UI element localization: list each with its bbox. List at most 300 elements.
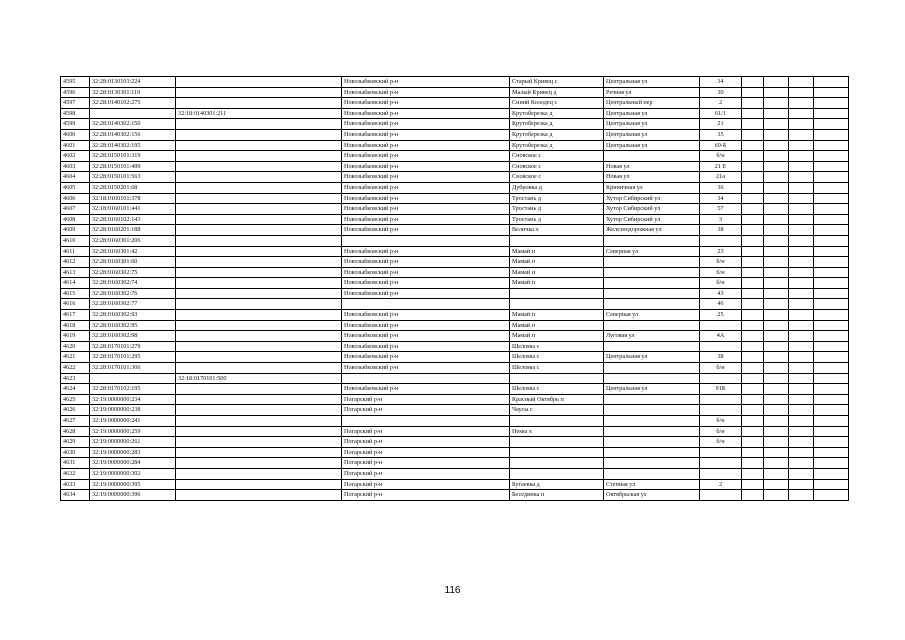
district-cell: Новозыбковский р-н (342, 267, 510, 278)
district-cell: Погарский р-н (342, 405, 510, 416)
empty-cell (789, 416, 814, 427)
cadastral-number-cell: 32:19:0000000:241 (90, 416, 176, 427)
district-cell: Погарский р-н (342, 468, 510, 479)
empty-cell (742, 235, 764, 246)
street-cell: Центральный пер (604, 98, 700, 109)
cadastral-number-alt-cell (176, 490, 342, 501)
row-number-cell: 4623 (61, 373, 90, 384)
table-row (61, 257, 849, 268)
row-number-cell: 4613 (61, 267, 90, 278)
house-number-cell: 69-Б (700, 140, 742, 151)
street-cell (604, 267, 700, 278)
settlement-cell (510, 235, 604, 246)
settlement-cell: Красный Октябрь п (510, 394, 604, 405)
empty-cell (764, 373, 789, 384)
table-row (61, 151, 849, 162)
empty-cell (742, 363, 764, 374)
table-row (61, 310, 849, 321)
settlement-cell (510, 437, 604, 448)
cadastral-number-alt-cell (176, 98, 342, 109)
empty-cell (789, 490, 814, 501)
table-row (61, 416, 849, 427)
empty-cell (814, 416, 849, 427)
empty-cell (764, 172, 789, 183)
cadastral-number-alt-cell (176, 341, 342, 352)
settlement-cell: Старый Кривец с (510, 77, 604, 88)
house-number-cell (700, 405, 742, 416)
empty-cell (789, 288, 814, 299)
cadastral-number-alt-cell (176, 458, 342, 469)
cadastral-number-cell: 32:28:0150101:319 (90, 151, 176, 162)
settlement-cell: Мамай п (510, 267, 604, 278)
house-number-cell: 4А (700, 331, 742, 342)
house-number-cell: 38 (700, 352, 742, 363)
district-cell: Новозыбковский р-н (342, 288, 510, 299)
empty-cell (742, 447, 764, 458)
street-cell: Центральная ул (604, 108, 700, 119)
house-number-cell: 34 (700, 77, 742, 88)
street-cell: Центральная ул (604, 77, 700, 88)
empty-cell (742, 246, 764, 257)
cadastral-number-alt-cell (176, 331, 342, 342)
settlement-cell: Мамай п (510, 320, 604, 331)
cadastral-number-cell: 32:28:0160302:75 (90, 267, 176, 278)
house-number-cell: 91Б (700, 384, 742, 395)
empty-cell (814, 394, 849, 405)
district-cell: Новозыбковский р-н (342, 278, 510, 289)
empty-cell (742, 214, 764, 225)
empty-cell (814, 405, 849, 416)
empty-cell (789, 352, 814, 363)
table-row (61, 246, 849, 257)
row-number-cell: 4622 (61, 363, 90, 374)
empty-cell (742, 182, 764, 193)
table-row (61, 373, 849, 384)
table-row (61, 341, 849, 352)
table-row (61, 119, 849, 130)
house-number-cell: 21а (700, 172, 742, 183)
settlement-cell (510, 458, 604, 469)
cadastral-number-alt-cell (176, 161, 342, 172)
row-number-cell: 4616 (61, 299, 90, 310)
street-cell (604, 468, 700, 479)
street-cell (604, 278, 700, 289)
district-cell: Новозыбковский р-н (342, 172, 510, 183)
empty-cell (789, 193, 814, 204)
row-number-cell: 4612 (61, 257, 90, 268)
empty-cell (789, 363, 814, 374)
empty-cell (764, 363, 789, 374)
empty-cell (764, 193, 789, 204)
empty-cell (789, 246, 814, 257)
street-cell: Луговая ул (604, 331, 700, 342)
house-number-cell: б/н (700, 257, 742, 268)
empty-cell (789, 331, 814, 342)
empty-cell (789, 119, 814, 130)
table-row (61, 267, 849, 278)
empty-cell (814, 77, 849, 88)
cadastral-number-cell: 32:28:0160302:93 (90, 310, 176, 321)
empty-cell (814, 426, 849, 437)
cadastral-number-cell: 32:28:0170101:306 (90, 363, 176, 374)
empty-cell (789, 405, 814, 416)
empty-cell (764, 331, 789, 342)
settlement-cell: Тростань д (510, 214, 604, 225)
empty-cell (814, 246, 849, 257)
empty-cell (814, 437, 849, 448)
empty-cell (764, 468, 789, 479)
district-cell: Новозыбковский р-н (342, 384, 510, 395)
empty-cell (764, 87, 789, 98)
house-number-cell (700, 341, 742, 352)
cadastral-number-cell: 32:19:0000000:302 (90, 468, 176, 479)
settlement-cell (510, 416, 604, 427)
house-number-cell: 21 Е (700, 161, 742, 172)
cadastral-number-alt-cell (176, 225, 342, 236)
house-number-cell (700, 320, 742, 331)
empty-cell (764, 405, 789, 416)
cadastral-number-alt-cell (176, 310, 342, 321)
street-cell: Новая ул (604, 161, 700, 172)
district-cell: Новозыбковский р-н (342, 363, 510, 374)
street-cell: Хутор Сибирский ул (604, 204, 700, 215)
house-number-cell: б/н (700, 426, 742, 437)
house-number-cell (700, 373, 742, 384)
settlement-cell: Сновское с (510, 172, 604, 183)
row-number-cell: 4621 (61, 352, 90, 363)
empty-cell (742, 204, 764, 215)
cadastral-number-cell: 32:28:0160102:143 (90, 214, 176, 225)
empty-cell (789, 140, 814, 151)
settlement-cell: Мамай п (510, 310, 604, 321)
row-number-cell: 4630 (61, 447, 90, 458)
settlement-cell (510, 299, 604, 310)
empty-cell (814, 468, 849, 479)
empty-cell (764, 77, 789, 88)
house-number-cell: б/н (700, 151, 742, 162)
cadastral-number-cell: 32:28:0150101:563 (90, 172, 176, 183)
row-number-cell: 4629 (61, 437, 90, 448)
empty-cell (789, 373, 814, 384)
street-cell: Северная ул (604, 310, 700, 321)
street-cell (604, 447, 700, 458)
empty-cell (742, 172, 764, 183)
table-row (61, 288, 849, 299)
cadastral-number-cell: 32:28:0170102:195 (90, 384, 176, 395)
district-cell: Новозыбковский р-н (342, 246, 510, 257)
empty-cell (789, 310, 814, 321)
empty-cell (764, 235, 789, 246)
house-number-cell: 21 (700, 119, 742, 130)
empty-cell (789, 479, 814, 490)
table-row (61, 87, 849, 98)
empty-cell (742, 257, 764, 268)
settlement-cell: Шеломы с (510, 341, 604, 352)
cadastral-number-alt-cell (176, 267, 342, 278)
house-number-cell: 46 (700, 299, 742, 310)
settlement-cell: Немы х (510, 426, 604, 437)
empty-cell (742, 490, 764, 501)
empty-cell (742, 384, 764, 395)
district-cell: Новозыбковский р-н (342, 161, 510, 172)
settlement-cell: Сновское с (510, 151, 604, 162)
table-row (61, 490, 849, 501)
empty-cell (789, 299, 814, 310)
cadastral-number-alt-cell (176, 77, 342, 88)
row-number-cell: 4606 (61, 193, 90, 204)
empty-cell (764, 225, 789, 236)
house-number-cell: 30 (700, 87, 742, 98)
cadastral-number-alt-cell (176, 426, 342, 437)
table-row (61, 235, 849, 246)
row-number-cell: 4627 (61, 416, 90, 427)
district-cell: Новозыбковский р-н (342, 204, 510, 215)
cadastral-number-cell: 32:19:0000000:283 (90, 447, 176, 458)
empty-cell (764, 458, 789, 469)
empty-cell (764, 426, 789, 437)
empty-cell (789, 468, 814, 479)
empty-cell (789, 161, 814, 172)
empty-cell (814, 278, 849, 289)
house-number-cell (700, 394, 742, 405)
row-number-cell: 4618 (61, 320, 90, 331)
house-number-cell: б/н (700, 416, 742, 427)
cadastral-number-alt-cell (176, 172, 342, 183)
cadastral-number-cell: 32:19:0000000:284 (90, 458, 176, 469)
house-number-cell: 35 (700, 129, 742, 140)
table-row (61, 140, 849, 151)
empty-cell (814, 490, 849, 501)
district-cell (342, 373, 510, 384)
house-number-cell: 36 (700, 182, 742, 193)
street-cell (604, 426, 700, 437)
empty-cell (814, 235, 849, 246)
cadastral-number-alt-cell (176, 257, 342, 268)
district-cell (342, 235, 510, 246)
district-cell: Погарский р-н (342, 426, 510, 437)
empty-cell (764, 98, 789, 109)
district-cell: Новозыбковский р-н (342, 129, 510, 140)
empty-cell (742, 193, 764, 204)
row-number-cell: 4624 (61, 384, 90, 395)
settlement-cell: Мамай п (510, 331, 604, 342)
street-cell: Центральная ул (604, 352, 700, 363)
empty-cell (764, 416, 789, 427)
empty-cell (814, 299, 849, 310)
settlement-cell (510, 468, 604, 479)
row-number-cell: 4614 (61, 278, 90, 289)
cadastral-number-alt-cell (176, 363, 342, 374)
empty-cell (814, 384, 849, 395)
house-number-cell: б/н (700, 363, 742, 374)
empty-cell (789, 447, 814, 458)
district-cell: Новозыбковский р-н (342, 352, 510, 363)
cadastral-number-alt-cell: 32:18:0170101:500 (176, 373, 342, 384)
row-number-cell: 4631 (61, 458, 90, 469)
street-cell: Северная ул (604, 246, 700, 257)
empty-cell (789, 341, 814, 352)
empty-cell (814, 373, 849, 384)
street-cell (604, 257, 700, 268)
empty-cell (814, 288, 849, 299)
empty-cell (789, 278, 814, 289)
empty-cell (764, 299, 789, 310)
street-cell (604, 405, 700, 416)
empty-cell (814, 193, 849, 204)
street-cell (604, 341, 700, 352)
empty-cell (764, 108, 789, 119)
empty-cell (742, 405, 764, 416)
house-number-cell: б/н (700, 278, 742, 289)
empty-cell (789, 257, 814, 268)
cadastral-number-cell: 32:28:0160301:206 (90, 235, 176, 246)
house-number-cell: 57 (700, 204, 742, 215)
cadastral-number-alt-cell (176, 384, 342, 395)
cadastral-number-cell: 32:28:0160201:188 (90, 225, 176, 236)
cadastral-number-cell: 32:28:0160301:42 (90, 246, 176, 257)
empty-cell (742, 267, 764, 278)
empty-cell (742, 140, 764, 151)
district-cell: Новозыбковский р-н (342, 214, 510, 225)
empty-cell (814, 363, 849, 374)
settlement-cell: Малый Кривец д (510, 87, 604, 98)
district-cell: Новозыбковский р-н (342, 151, 510, 162)
settlement-cell: Чаусы с (510, 405, 604, 416)
table-row (61, 352, 849, 363)
house-number-cell (700, 447, 742, 458)
empty-cell (814, 267, 849, 278)
empty-cell (789, 267, 814, 278)
registry-table (60, 76, 849, 501)
table-row (61, 204, 849, 215)
street-cell (604, 320, 700, 331)
street-cell: Железнодорожная ул (604, 225, 700, 236)
cadastral-number-cell: 32:28:0160302:77 (90, 299, 176, 310)
cadastral-number-alt-cell (176, 129, 342, 140)
cadastral-number-alt-cell (176, 288, 342, 299)
table-row (61, 161, 849, 172)
table-row (61, 447, 849, 458)
table-row (61, 468, 849, 479)
empty-cell (764, 288, 789, 299)
cadastral-number-cell: 32:28:0140302:195 (90, 140, 176, 151)
cadastral-number-alt-cell (176, 278, 342, 289)
table-row (61, 437, 849, 448)
district-cell: Новозыбковский р-н (342, 119, 510, 130)
district-cell: Новозыбковский р-н (342, 257, 510, 268)
settlement-cell: Дубровка д (510, 182, 604, 193)
empty-cell (742, 278, 764, 289)
empty-cell (814, 257, 849, 268)
empty-cell (814, 119, 849, 130)
cadastral-number-cell: 32:19:0000000:261 (90, 437, 176, 448)
table-row (61, 405, 849, 416)
empty-cell (789, 98, 814, 109)
cadastral-number-cell: 32:28:0160302:95 (90, 320, 176, 331)
cadastral-number-cell: 32:28:0160302:76 (90, 288, 176, 299)
empty-cell (742, 479, 764, 490)
table-row (61, 479, 849, 490)
cadastral-number-cell (90, 108, 176, 119)
row-number-cell: 4625 (61, 394, 90, 405)
settlement-cell: Мамай п (510, 257, 604, 268)
cadastral-number-alt-cell (176, 119, 342, 130)
empty-cell (814, 341, 849, 352)
house-number-cell: 2 (700, 98, 742, 109)
empty-cell (789, 437, 814, 448)
empty-cell (742, 119, 764, 130)
row-number-cell: 4626 (61, 405, 90, 416)
empty-cell (764, 161, 789, 172)
empty-cell (764, 394, 789, 405)
district-cell: Новозыбковский р-н (342, 108, 510, 119)
empty-cell (742, 352, 764, 363)
empty-cell (814, 214, 849, 225)
empty-cell (789, 394, 814, 405)
district-cell: Новозыбковский р-н (342, 77, 510, 88)
empty-cell (789, 108, 814, 119)
row-number-cell: 4596 (61, 87, 90, 98)
house-number-cell: 61/1 (700, 108, 742, 119)
cadastral-number-alt-cell (176, 235, 342, 246)
table-row (61, 77, 849, 88)
table-row (61, 363, 849, 374)
cadastral-number-alt-cell (176, 87, 342, 98)
row-number-cell: 4600 (61, 129, 90, 140)
cadastral-number-cell: 32:18:0160101:378 (90, 193, 176, 204)
cadastral-number-alt-cell (176, 151, 342, 162)
street-cell: Центральная ул (604, 384, 700, 395)
table-row (61, 394, 849, 405)
settlement-cell: Сновское с (510, 161, 604, 172)
empty-cell (742, 129, 764, 140)
empty-cell (814, 182, 849, 193)
house-number-cell: 25 (700, 310, 742, 321)
table-row (61, 129, 849, 140)
empty-cell (742, 320, 764, 331)
row-number-cell: 4634 (61, 490, 90, 501)
empty-cell (742, 288, 764, 299)
empty-cell (814, 458, 849, 469)
cadastral-number-cell: 32:28:0140302:150 (90, 119, 176, 130)
row-number-cell: 4620 (61, 341, 90, 352)
empty-cell (814, 151, 849, 162)
house-number-cell: 43 (700, 288, 742, 299)
empty-cell (764, 151, 789, 162)
cadastral-number-cell: 32:28:0170101:295 (90, 352, 176, 363)
empty-cell (814, 98, 849, 109)
registry-table-body (61, 77, 849, 501)
table-row (61, 278, 849, 289)
street-cell (604, 458, 700, 469)
empty-cell (814, 352, 849, 363)
empty-cell (764, 341, 789, 352)
empty-cell (789, 129, 814, 140)
cadastral-number-alt-cell (176, 214, 342, 225)
empty-cell (789, 151, 814, 162)
district-cell: Новозыбковский р-н (342, 182, 510, 193)
empty-cell (789, 77, 814, 88)
table-row (61, 426, 849, 437)
house-number-cell (700, 235, 742, 246)
table-row (61, 98, 849, 109)
street-cell (604, 288, 700, 299)
settlement-cell: Мамай п (510, 246, 604, 257)
district-cell: Новозыбковский р-н (342, 310, 510, 321)
settlement-cell: Шеломы с (510, 352, 604, 363)
row-number-cell: 4601 (61, 140, 90, 151)
house-number-cell (700, 458, 742, 469)
